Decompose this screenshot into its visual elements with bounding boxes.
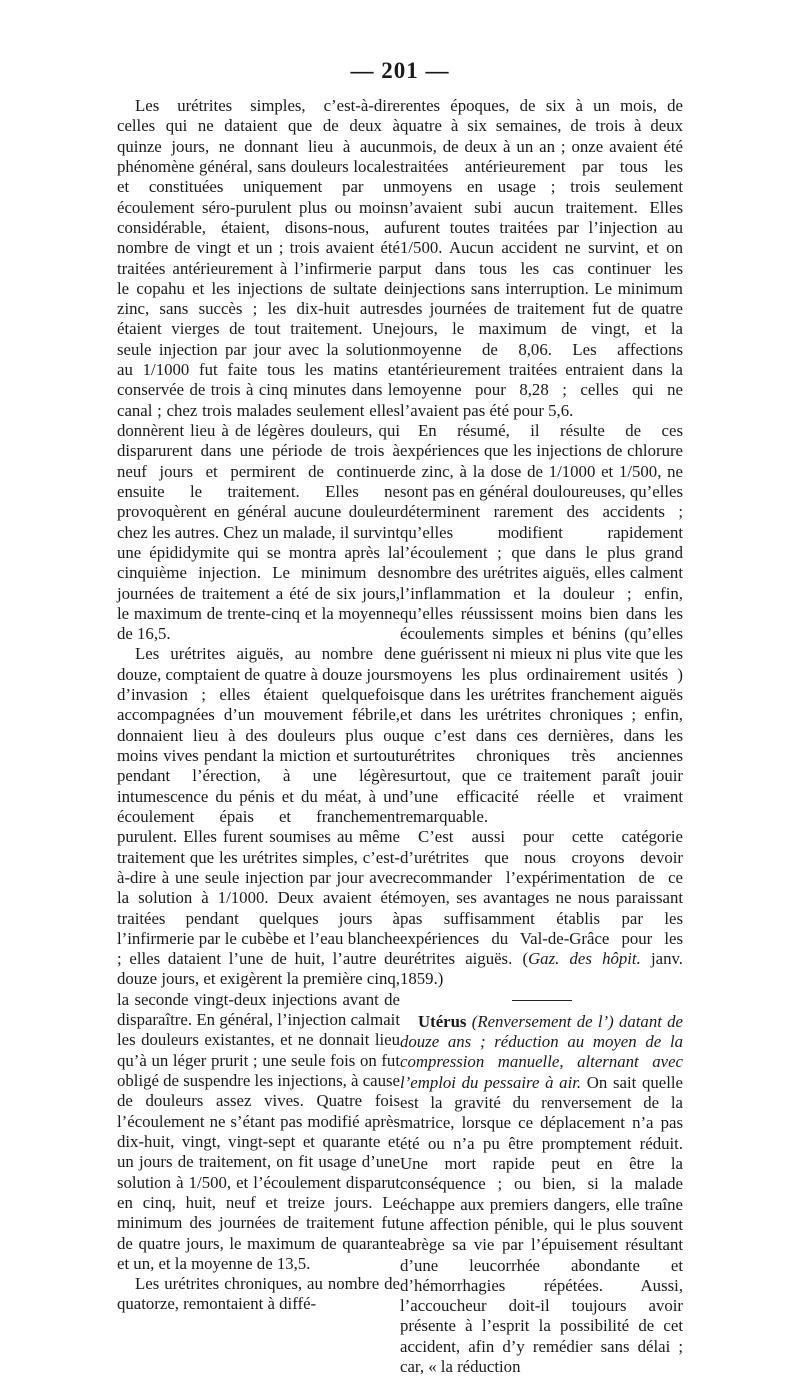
paragraph-uterus (400, 1012, 683, 1377)
section-heading-uterus: Utérus (418, 1011, 467, 1031)
recommendation-text: C’est aussi pour cette catégorie d’urétrites que nous croyons devoir recommander l’expérimentation de ce moyen, ses avantages ne nous paraissant pas suffisamment établis par les expériences du Val-de-Grâce pour les urétrites aiguës. ( (400, 827, 683, 969)
paragraph-acute-urethritis: Les urétrites aiguës, au nombre de douze, comptaient de quatre à douze jours d’invasion ; elles étaient quelquefois accompagnées d’un mouvement fébrile, donnaient lieu à des douleurs plus ou moins vives pendant la miction et surtout pendant l’érection, à une légère intumescence du pénis et du méat, à un écoulement épais et franchement purulent. Elles furent soumises au même traitement que les urétrites simples, c’est-à-dire à une seule injection par jour avec la solution à 1/1000. Deux avaient été traitées pendant quelques jours à l’infirmerie par le cubèbe et l’eau blanche ; elles dataient l’une de huit, l’autre de douze jours, et exigèrent la première cinq, la seconde vingt-deux injections avant de disparaître. En général, l’injection calmait les douleurs existantes, et ne donnait lieu qu’à un léger prurit ; une seule fois on fut obligé de suspendre les injections, à cause de douleurs assez vives. Quatre fois l’écoulement ne s’étant pas modifié après dix-huit, vingt, vingt-sept et quarante et un jours de traitement, on fit usage d’une solution à 1/500, et l’écoulement disparut en cinq, huit, neuf et treize jours. Le minimum des journées de traitement fut de quatre jours, le maximum de quarante et un, et la moyenne de 13,5. (117, 644, 400, 1273)
section-divider (512, 1000, 572, 1001)
paragraph-recommendation (400, 827, 683, 990)
paragraph-simple-urethritis: Les urétrites simples, c’est-à-dire celles qui ne dataient que de deux à quinze jours, ne donnant lieu à aucun phénomène général, sans douleurs locales et constituées uniquement par un écoulement séro-purulent plus ou moins considérable, étaient, disons-nous, au nombre de vingt et un ; trois avaient été traitées antérieurement à l’infirmerie par le copahu et les injections de sultate de zinc, sans succès ; les dix-huit autres étaient vierges de tout traitement. Une seule injection par jour avec la solution au 1/1000 fut faite tous les matins et conservée de trois à cinq minutes dans le canal ; chez trois malades seulement elles donnèrent lieu à de légères douleurs, qui disparurent dans une période de trois à neuf jours et permirent de continuer ensuite le traitement. Elles ne provoquèrent en général aucune douleur chez les autres. Chez un malade, il survint une épididymite qui se montra après la cinquième injection. Le minimum des journées de traitement a été de six jours, le maximum de trente-cinq et la moyenne de 16,5. (117, 96, 400, 644)
section-subtitle: (Renversement de l’) datant de douze ans ; réduction au moyen de la compression manuelle, alternant avec l’emploi du pessaire à air. (400, 1011, 683, 1092)
paragraph-summary: En résumé, il résulte de ces expériences que les injections de chlorure de zinc, à la dose de 1/1000 et 1/500, ne sont pas en général douloureuses, qu’elles déterminent rarement des accidents ; qu’elles modifient rapidement l’écoulement ; que dans le plus grand nombre des urétrites aiguës, elles calment l’inflammation et la douleur ; enfin, qu’elles réussissent moins bien dans les écoulements simples et bénins (qu’elles ne guérissent ni mieux ni plus vite que les moyens les plus ordinairement usités ) que dans les urétrites franchement aiguës et dans les urétrites chroniques ; enfin, que c’est dans ces dernières, dans les urétrites chroniques très anciennes surtout, que ce traitement paraît jouir d’une efficacité réelle et vraiment remarquable. (400, 421, 683, 826)
left-column (117, 96, 400, 1315)
paragraph-chronic-urethritis-continued: rentes époques, de six à un mois, de quatre à six semaines, de trois à deux mois, de deux à un an ; onze avaient été traitées antérieurement par tous les moyens en usage ; trois seulement n’avaient subi aucun traitement. Elles furent toutes traitées par l’injection au 1/500. Aucun accident ne survint, et on put dans tous les cas continuer les injections sans interruption. Le minimum des journées de traitement fut de quatre jours, le maximum de vingt, et la moyenne de 8,06. Les affections antérieurement traitées entraient dans la moyenne pour 8,28 ; celles qui ne l’avaient pas été pour 5,6. (400, 96, 683, 420)
right-column (400, 96, 683, 1377)
paragraph-chronic-urethritis: Les urétrites chroniques, au nombre de quatorze, remontaient à diffé- (117, 1274, 400, 1314)
source-date: janv. 1859.) (400, 949, 683, 989)
uterus-text: On sait quelle est la gravité du renversement de la matrice, lorsque ce déplacement n’a pas été ou n’a pu être promptement réduit. Une mort rapide peut en être la conséquence ; ou bien, si la malade échappe aux premiers dangers, elle traîne une affection pénible, qui le plus souvent abrège sa vie par l’épuisement résultant d’une leucorrhée abondante et d’hémorrhagies répétées. Aussi, l’accoucheur doit-il toujours avoir présente à l’esprit la possibilité de cet accident, afin d’y remédier sans délai ; car, « la réduction (400, 1072, 684, 1377)
page-number: — 201 — (350, 58, 450, 83)
source-citation: Gaz. des hôpit. (528, 949, 641, 969)
